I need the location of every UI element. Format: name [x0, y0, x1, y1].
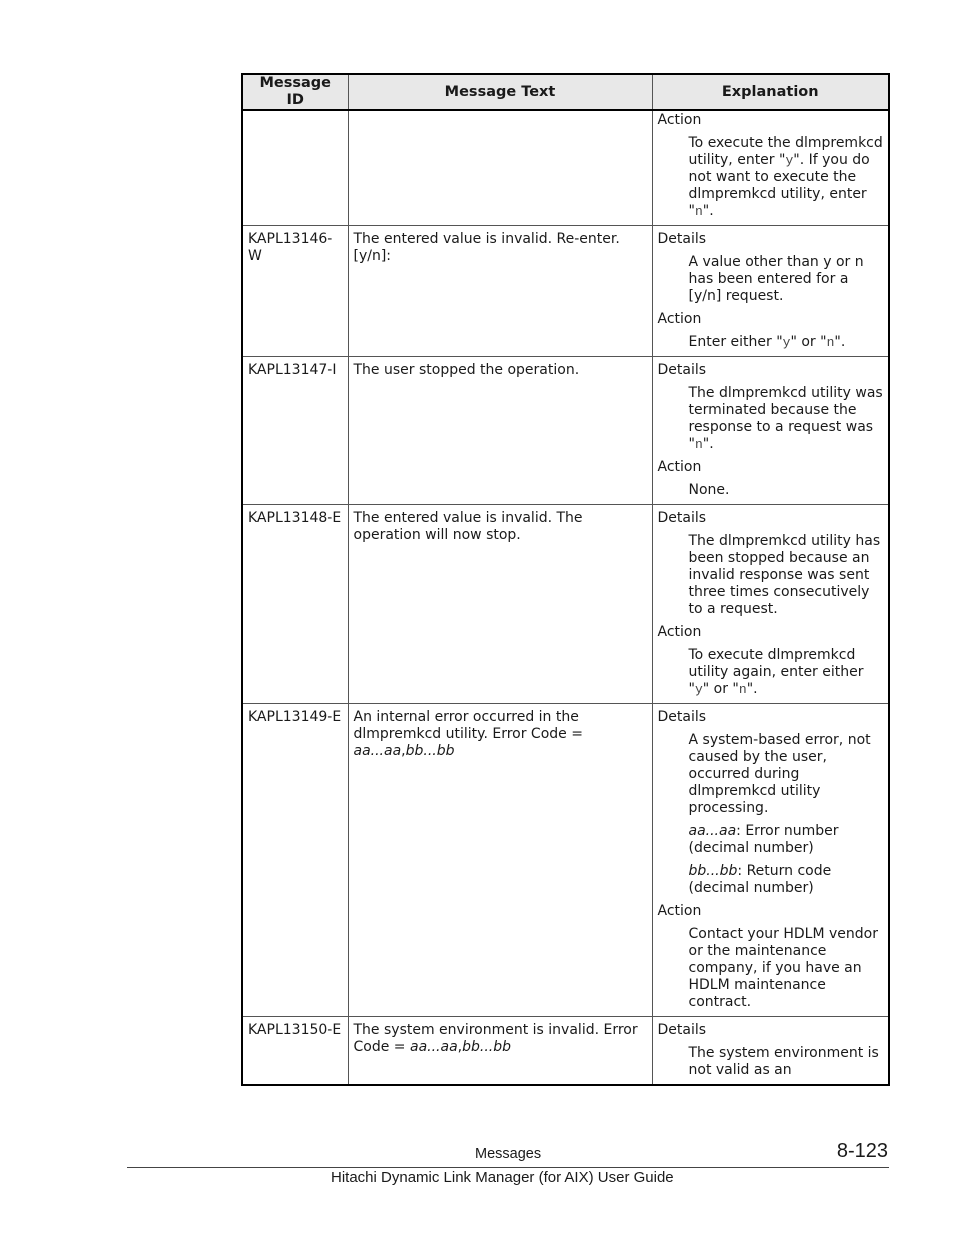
- literal-value: n: [738, 682, 747, 697]
- message-id-cell: KAPL13148-E: [242, 505, 348, 704]
- explanation-section-heading: [658, 1022, 884, 1039]
- table-row: [242, 505, 889, 704]
- message-id-cell: KAPL13146-W: [242, 226, 348, 357]
- text-run: ". If you do not want to execute the dlmpremkcd utility, enter ": [688, 152, 870, 219]
- variable-text: aa...aa: [688, 823, 737, 839]
- explanation-paragraph: [689, 823, 884, 857]
- explanation-paragraph: [689, 135, 884, 220]
- text-run: A system-based error, not caused by the user, occurred during dlmpremkcd utility processing.: [688, 732, 871, 816]
- message-text-cell: [348, 704, 652, 1017]
- text-run: Details: [657, 1022, 707, 1038]
- explanation-cell: [652, 1017, 889, 1086]
- text-run: ".: [702, 436, 714, 452]
- explanation-cell: [652, 226, 889, 357]
- text-run: The entered value is invalid. Re-enter. [y/n]:: [353, 231, 620, 264]
- explanation-section-heading: [658, 510, 884, 527]
- text-run: : Return code (decimal number): [688, 863, 832, 896]
- text-run: The entered value is invalid. The operation will now stop.: [353, 510, 583, 543]
- literal-value: y: [782, 335, 791, 350]
- explanation-paragraph: [689, 385, 884, 453]
- text-run: : Error number (decimal number): [688, 823, 839, 856]
- explanation-cell: [652, 505, 889, 704]
- text-run: Action: [657, 624, 702, 640]
- message-id-cell: KAPL13149-E: [242, 704, 348, 1017]
- text-run: Details: [657, 510, 707, 526]
- text-run: Contact your HDLM vendor or the maintenance company, if you have an HDLM maintenance contract.: [688, 926, 878, 1010]
- explanation-section-heading: [658, 624, 884, 641]
- explanation-section-heading: [658, 459, 884, 476]
- literal-value: y: [694, 682, 703, 697]
- footer-document-title: Hitachi Dynamic Link Manager (for AIX) User Guide: [331, 1169, 674, 1186]
- message-text-cell: [348, 1017, 652, 1086]
- text-run: " or ": [702, 681, 739, 697]
- variable-text: aa...aa: [409, 1039, 458, 1055]
- explanation-paragraph: [689, 334, 884, 351]
- table-row: [242, 1017, 889, 1086]
- text-run: The dlmpremkcd utility has been stopped because an invalid response was sent three times consecutively to a request.: [688, 533, 881, 617]
- explanation-paragraph: [689, 254, 884, 305]
- text-run: To execute the dlmpremkcd utility, enter ": [688, 135, 883, 168]
- message-table: [241, 73, 890, 1086]
- text-run: An internal error occurred in the dlmpremkcd utility. Error Code =: [353, 709, 583, 742]
- header-message-text: Message Text: [348, 74, 652, 110]
- text-run: ,: [401, 743, 406, 759]
- text-run: None.: [688, 482, 730, 498]
- explanation-section-heading: [658, 903, 884, 920]
- text-run: ".: [746, 681, 758, 697]
- text-run: " or ": [790, 334, 827, 350]
- text-run: Action: [657, 112, 702, 128]
- message-table-container: [241, 73, 890, 1086]
- text-run: The user stopped the operation.: [353, 362, 580, 378]
- explanation-cell: [652, 357, 889, 505]
- variable-text: bb...bb: [688, 863, 738, 879]
- text-run: ,: [457, 1039, 463, 1055]
- literal-value: n: [694, 204, 703, 219]
- variable-text: aa...aa: [353, 743, 402, 759]
- variable-text: bb...bb: [405, 743, 455, 759]
- text-run: Enter either ": [688, 334, 783, 350]
- message-text-cell: [348, 357, 652, 505]
- table-row: [242, 704, 889, 1017]
- text-run: Details: [657, 709, 707, 725]
- text-run: The system environment is not valid as an: [688, 1045, 879, 1078]
- text-run: Action: [657, 903, 702, 919]
- footer-page-number: 8-123: [836, 1140, 888, 1162]
- explanation-cell: [652, 704, 889, 1017]
- literal-value: n: [826, 335, 835, 350]
- explanation-paragraph: [689, 647, 884, 698]
- text-run: A value other than y or n has been entered for a [y/n] request.: [688, 254, 864, 304]
- text-run: ".: [702, 203, 714, 219]
- explanation-section-heading: [658, 112, 884, 129]
- header-explanation: Explanation: [652, 74, 889, 110]
- explanation-paragraph: [689, 863, 884, 897]
- explanation-paragraph: [689, 926, 884, 1011]
- message-text-cell: [348, 505, 652, 704]
- table-row: [242, 357, 889, 505]
- literal-value: y: [785, 153, 794, 168]
- table-row: [242, 110, 889, 226]
- explanation-cell: [652, 110, 889, 226]
- message-text-cell: [348, 226, 652, 357]
- explanation-paragraph: [689, 1045, 884, 1079]
- explanation-section-heading: [658, 362, 884, 379]
- message-id-cell: [242, 110, 348, 226]
- text-run: Action: [657, 459, 702, 475]
- message-id-cell: KAPL13147-I: [242, 357, 348, 505]
- text-run: Details: [657, 362, 707, 378]
- explanation-paragraph: [689, 482, 884, 499]
- text-run: The system environment is invalid. Error Code =: [353, 1022, 638, 1055]
- table-row: [242, 226, 889, 357]
- table-body: [242, 110, 889, 1085]
- message-text-cell: [348, 110, 652, 226]
- explanation-section-heading: [658, 709, 884, 726]
- text-run: To execute dlmpremkcd utility again, enter either ": [688, 647, 864, 697]
- literal-value: n: [694, 437, 703, 452]
- table-header-row: [242, 74, 889, 110]
- text-run: Details: [657, 231, 707, 247]
- footer-rule: [127, 1167, 889, 1168]
- explanation-section-heading: [658, 311, 884, 328]
- variable-text: bb...bb: [462, 1039, 512, 1055]
- footer-section-name: Messages: [475, 1146, 542, 1162]
- explanation-section-heading: [658, 231, 884, 248]
- explanation-paragraph: [689, 732, 884, 817]
- text-run: Action: [657, 311, 702, 327]
- header-message-id: Message ID: [242, 74, 348, 110]
- text-run: ".: [834, 334, 846, 350]
- text-run: The dlmpremkcd utility was terminated because the response to a request was ": [688, 385, 883, 452]
- explanation-paragraph: [689, 533, 884, 618]
- message-id-cell: KAPL13150-E: [242, 1017, 348, 1086]
